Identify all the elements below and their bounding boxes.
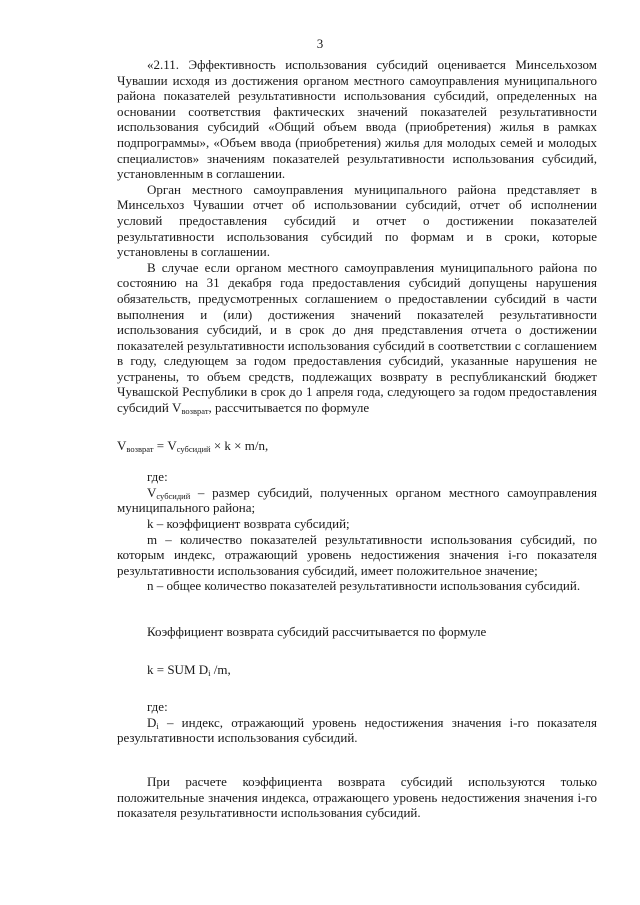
paragraph-reporting: Орган местного самоуправления муниципального района представляет в Минсельхоз Чувашии отчет об использовании субсидий, отчет об исполнении условий предоставления субсидий и отчет о достижении показателей результативности использования субсидий по формам и в сроки, которые установлены в соглашении. <box>117 181 597 260</box>
def-v-sub: субсидий <box>156 490 191 501</box>
return-conditions-tail: , рассчитывается по формуле <box>208 400 370 416</box>
formula-return-volume <box>117 438 597 454</box>
formula2-sub: i <box>208 667 211 678</box>
formula2-lhs: k = SUM D <box>147 661 209 677</box>
where-label: где: <box>147 469 168 485</box>
return-subscript: возврат <box>181 406 209 417</box>
definition-m: m – количество показателей результативности использования субсидий, по которым индекс, отражающий уровень недостижения значения i-го показателя результативности использования субсидий, имеет положительное значение; <box>117 531 597 578</box>
definition-d-index <box>117 715 597 746</box>
page-number: 3 <box>316 36 324 51</box>
document-body <box>117 57 597 821</box>
def-d-text: – индекс, отражающий уровень недостижения значения i-го показателя результативности использования субсидий. <box>117 714 597 746</box>
def-v-text: – размер субсидий, полученных органом местного самоуправления муниципального района; <box>117 484 597 516</box>
definition-k: k – коэффициент возврата субсидий; <box>147 516 350 532</box>
formula-v-subsidy-sub: субсидий <box>176 443 211 454</box>
formula2-rest: /m, <box>210 661 231 677</box>
formula-v-symbol: V <box>117 437 127 453</box>
def-d-sub: i <box>156 720 159 731</box>
def-d-symbol: D <box>147 714 157 730</box>
paragraph-efficiency-assessment: «2.11. Эффективность использования субсидий оценивается Минсельхозом Чувашии исходя из достижения органом местного самоуправления муниципального района показателей результативности использования субсидий, определенных на основании соответствия фактических значений показателей результативности использования субсидий «Общий объем ввода (приобретения) жилья в рамках подпрограммы», «Объем ввода (приобретения) жилья для молодых семей и молодых специалистов» значениям показателей результативности использования субсидий, установленным в соглашении. <box>117 57 597 182</box>
formula-coefficient <box>117 662 597 678</box>
definition-v-subsidy <box>117 485 597 516</box>
paragraph-return-conditions <box>117 260 597 416</box>
formula-rest: × k × m/n, <box>210 437 269 453</box>
paragraph-positive-values: При расчете коэффициента возврата субсидий используются только положительные значения индекса, отражающего уровень недостижения значения i-го показателя результативности использования субсидий. <box>117 773 597 821</box>
definition-n: n – общее количество показателей результативности использования субсидий. <box>147 578 581 594</box>
formula-v-return-sub: возврат <box>126 443 154 454</box>
return-conditions-text: В случае если органом местного самоуправления муниципального района по состоянию на 31 декабря года предоставления субсидий допущены нарушения обязательств, предусмотренных соглашением о предоставлении субсидий в части выполнения и (или) достижения значений показателей результативности использования субсидий, и в срок до дня представления отчета о достижении показателей результативности использования субсидий в соответствии с соглашением в году, следующем за годом предоставления субсидий, указанные нарушения не устранены, то объем средств, подлежащих возврату в республиканский бюджет Чувашской Республики в срок до 1 апреля года, следующего за годом предоставления субсидий V <box>117 259 597 416</box>
where-label-2: где: <box>147 699 168 715</box>
coefficient-intro: Коэффициент возврата субсидий рассчитывается по формуле <box>147 624 487 639</box>
def-v-symbol: V <box>147 484 157 500</box>
formula-equals: = V <box>153 437 177 453</box>
